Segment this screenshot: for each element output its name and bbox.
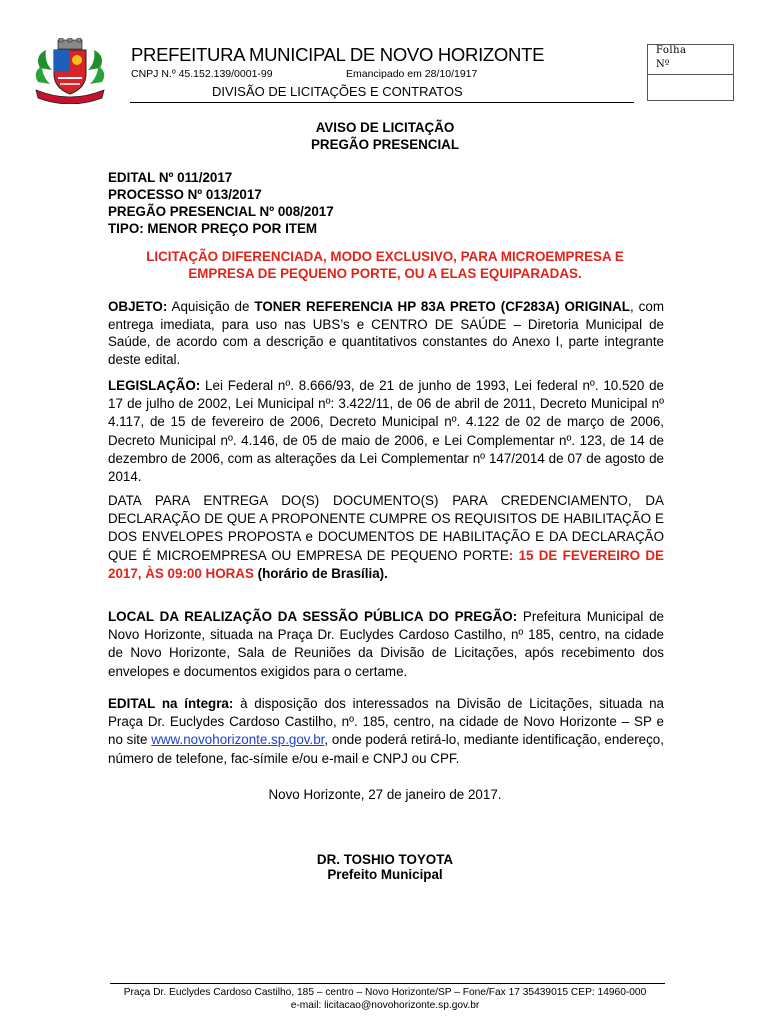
integra-paragraph [108, 695, 664, 768]
signature-name: DR. TOSHIO TOYOTA [316, 852, 454, 867]
legislacao-label: LEGISLAÇÃO: [108, 378, 201, 393]
differentiated-notice-line-1: LICITAÇÃO DIFERENCIADA, MODO EXCLUSIVO, PARA MICROEMPRESA E [146, 249, 624, 264]
edital-number: EDITAL Nº 011/2017 [108, 170, 233, 185]
integra-text-b: , onde poderá retirá-lo, mediante identificação, endereço, número de telefone, fac-símile e/ou e-mail e CNPJ ou CPF. [108, 732, 664, 766]
notice-heading: AVISO DE LICITAÇÃO [315, 120, 455, 135]
entrega-text: DATA PARA ENTREGA DO(S) DOCUMENTO(S) PARA CREDENCIAMENTO, DA DECLARAÇÃO DE QUE A PROPONENTE CUMPRE OS REQUISITOS DE HABILITAÇÃO E DOS ENVELOPES PROPOSTA e DOCUMENTOS DE HABILITAÇÃO E DA DECLARAÇÃO QUE É MICROEMPRESA OU EMPRESA DE PEQUENO PORTE [108, 493, 664, 563]
header-divider [130, 102, 634, 103]
folha-number-label: Nº [656, 59, 670, 70]
objeto-text-b: , com entrega imediata, para uso nas UBS’s e CENTRO DE SAÚDE – Diretoria Municipal de Saúde, de acordo com a descrição e quantitativos constantes do Anexo I, parte integrante deste edital. [108, 299, 664, 367]
differentiated-notice-line-2: EMPRESA DE PEQUENO PORTE, OU A ELAS EQUIPARADAS. [188, 266, 582, 281]
local-label: LOCAL DA REALIZAÇÃO DA SESSÃO PÚBLICA DO PREGÃO: [108, 609, 518, 624]
objeto-text-a: Aquisição de [167, 299, 255, 314]
legislacao-text: Lei Federal nº. 8.666/93, de 21 de junho de 1993, Lei federal nº. 10.520 de 17 de julho de 2002, Lei Municipal nº: 3.422/11, de 06 de abril de 2011, Decreto Municipal nº 4.117, de 15 de fevereiro de 2006, Decreto Municipal nº. 4.122 de 02 de março de 2006, Decreto Municipal nº. 4.146, de 05 de maio de 2006, e Lei Complementar nº. 123, de 14 de dezembro de 2006, com as alterações da Lei Complementar nº 147/2014 de 07 de agosto de 2014. [108, 378, 664, 485]
processo-number: PROCESSO Nº 013/2017 [108, 187, 262, 202]
footer-divider [110, 983, 665, 984]
pregao-number: PREGÃO PRESENCIAL Nº 008/2017 [108, 204, 334, 219]
folha-stamp-box [647, 44, 734, 101]
entrega-colon: : [508, 547, 514, 563]
notice-modality: PREGÃO PRESENCIAL [310, 137, 460, 152]
objeto-label: OBJETO: [108, 299, 168, 314]
folha-box-separator [648, 74, 733, 75]
local-text: Prefeitura Municipal de Novo Horizonte, situada na Praça Dr. Euclydes Cardoso Castilho, nº 185, centro, na cidade de Novo Horizonte, Sala de Reuniões da Divisão de Licitações, após recebimento dos envelopes e documentos exigidos para o certame. [108, 609, 664, 679]
header-cnpj: CNPJ N.º 45.152.139/0001-99 [131, 68, 273, 80]
entrega-paragraph [108, 492, 664, 583]
place-date: Novo Horizonte, 27 de janeiro de 2017. [268, 787, 502, 802]
footer-email: e-mail: licitacao@novohorizonte.sp.gov.br [290, 1000, 480, 1011]
local-paragraph [108, 608, 664, 681]
entrega-date: 15 DE FEVEREIRO DE 2017, ÀS 09:00 HORAS [108, 547, 664, 581]
objeto-item: TONER REFERENCIA HP 83A PRETO (CF283A) ORIGINAL [254, 299, 630, 314]
signature-role: Prefeito Municipal [327, 867, 443, 882]
integra-text-a: à disposição dos interessados na Divisão de Licitações, situada na Praça Dr. Euclydes Cardoso Castilho, nº. 185, centro, na cidade de Novo Horizonte – SP e no site [108, 696, 664, 748]
integra-label: EDITAL na íntegra: [108, 696, 234, 711]
legislacao-paragraph [108, 377, 664, 486]
objeto-paragraph [108, 298, 664, 368]
footer-address: Praça Dr. Euclydes Cardoso Castilho, 185 – centro – Novo Horizonte/SP – Fone/Fax 17 35439015 CEP: 14960-000 [123, 987, 647, 998]
website-link[interactable]: www.novohorizonte.sp.gov.br [151, 732, 325, 748]
entrega-note: (horário de Brasília). [253, 565, 388, 581]
municipal-coat-of-arms [32, 38, 108, 104]
folha-label: Folha [656, 45, 687, 56]
header-emancipado: Emancipado em 28/10/1917 [346, 68, 478, 80]
header-division: DIVISÃO DE LICITAÇÕES E CONTRATOS [212, 84, 463, 99]
header-title: PREFEITURA MUNICIPAL DE NOVO HORIZONTE [131, 44, 545, 65]
tipo-criterion: TIPO: MENOR PREÇO POR ITEM [108, 221, 318, 236]
